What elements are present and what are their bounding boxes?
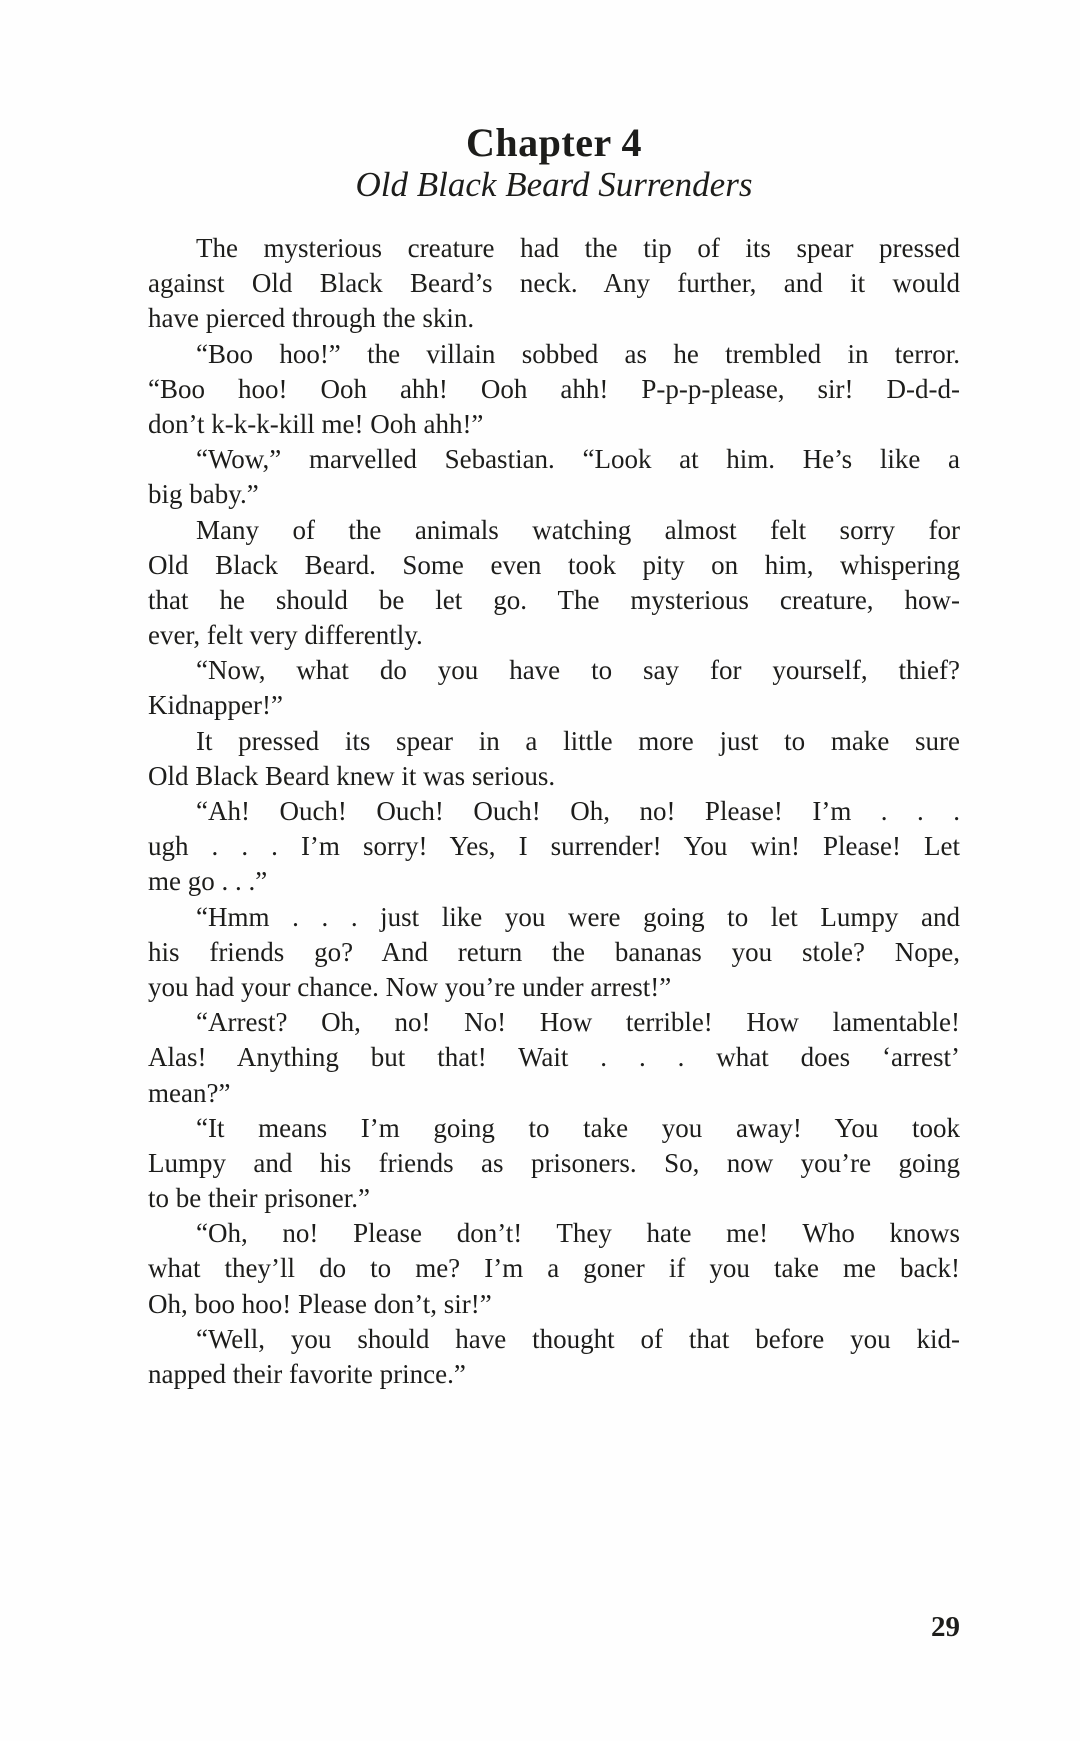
- paragraph: [148, 1005, 960, 1111]
- text-line: Old Black Beard knew it was serious.: [148, 760, 556, 791]
- paragraph: [148, 900, 960, 1006]
- text-line: The mysterious creature had the tip of its spear pressed: [196, 233, 960, 263]
- text-line: “Arrest? Oh, no! No! How terrible! How lamentable!: [196, 1007, 960, 1038]
- paragraph: [148, 442, 960, 512]
- paragraph: [148, 724, 960, 794]
- text-line: napped their favorite prince.”: [148, 1359, 466, 1389]
- text-line: that he should be let go. The mysterious creature, how-: [148, 584, 960, 615]
- text-line: big baby.”: [148, 479, 259, 510]
- text-line: Lumpy and his friends as prisoners. So, now you’re going: [148, 1147, 960, 1178]
- text-line: “Boo hoo!” the villain sobbed as he trembled in terror.: [196, 338, 960, 369]
- paragraph: [148, 1216, 960, 1322]
- text-line: It pressed its spear in a little more just to make sure: [196, 725, 960, 756]
- text-line: Kidnapper!”: [148, 690, 283, 721]
- paragraph: [148, 337, 960, 443]
- paragraph: [148, 794, 960, 900]
- text-line: “Wow,” marvelled Sebastian. “Look at him. He’s like a: [196, 444, 960, 475]
- page-number: 29: [931, 1611, 960, 1643]
- text-line: “Hmm . . . just like you were going to let Lumpy and: [196, 901, 960, 932]
- text-line: don’t k-k-k-kill me! Ooh ahh!”: [148, 408, 484, 439]
- text-line: “Now, what do you have to say for yourself, thief?: [196, 655, 960, 686]
- text-line: Alas! Anything but that! Wait . . . what does ‘arrest’: [148, 1042, 960, 1073]
- text-line: have pierced through the skin.: [148, 303, 475, 334]
- paragraph: [148, 231, 960, 337]
- text-line: “Well, you should have thought of that before you kid-: [196, 1323, 960, 1354]
- paragraph: [148, 653, 960, 723]
- paragraph: [148, 1111, 960, 1217]
- text-line: “Boo hoo! Ooh ahh! Ooh ahh! P-p-p-please, sir! D-d-d-: [148, 373, 960, 404]
- text-line: Many of the animals watching almost felt sorry for: [196, 514, 960, 545]
- text-line: what they’ll do to me? I’m a goner if you take me back!: [148, 1253, 960, 1284]
- body-text: [148, 231, 960, 1392]
- text-line: “Oh, no! Please don’t! They hate me! Who knows: [196, 1218, 960, 1249]
- text-line: you had your chance. Now you’re under arrest!”: [148, 971, 672, 1002]
- chapter-subtitle: Old Black Beard Surrenders: [355, 165, 753, 204]
- text-line: ugh . . . I’m sorry! Yes, I surrender! You win! Please! Let: [148, 831, 960, 862]
- text-line: Old Black Beard. Some even took pity on him, whispering: [148, 549, 960, 580]
- chapter-title: Chapter 4: [466, 120, 642, 165]
- text-line: his friends go? And return the bananas you stole? Nope,: [148, 936, 960, 967]
- text-line: “It means I’m going to take you away! You took: [196, 1112, 960, 1143]
- text-line: Oh, boo hoo! Please don’t, sir!”: [148, 1288, 492, 1319]
- text-line: “Ah! Ouch! Ouch! Ouch! Oh, no! Please! I’m . . .: [196, 796, 960, 826]
- text-line: against Old Black Beard’s neck. Any further, and it would: [148, 268, 960, 299]
- text-line: ever, felt very differently.: [148, 620, 423, 651]
- text-line: to be their prisoner.”: [148, 1183, 370, 1214]
- text-line: me go . . .”: [148, 866, 268, 897]
- text-line: mean?”: [148, 1077, 231, 1108]
- paragraph: [148, 513, 960, 654]
- paragraph: [148, 1322, 960, 1392]
